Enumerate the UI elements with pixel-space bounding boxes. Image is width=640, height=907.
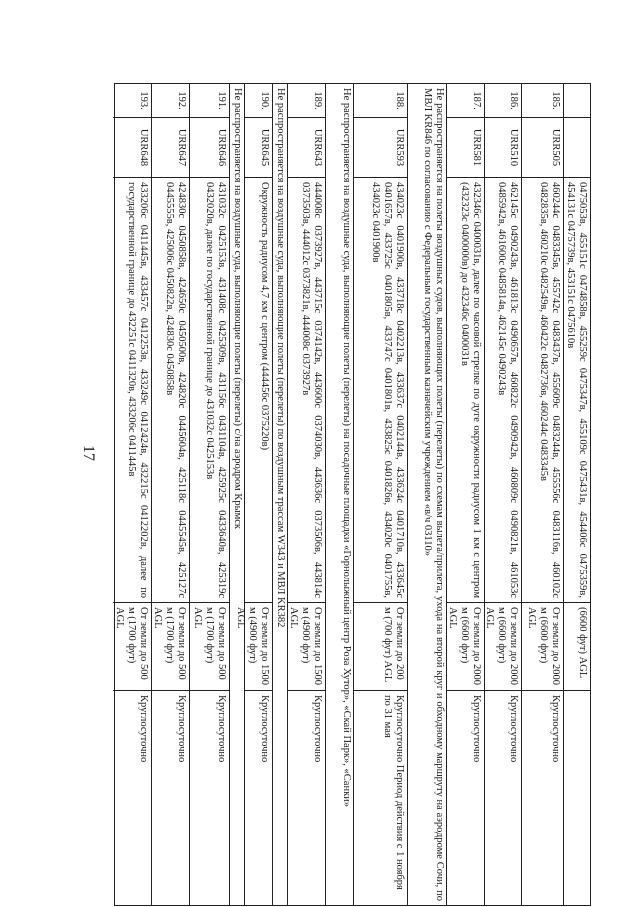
row-number: 192. — [152, 84, 189, 118]
altitude-limits: От земли до 2000 м (6600 фут) AGL — [522, 603, 563, 691]
zone-coordinates: Окружность радиусом 4,7 км с центром (444456с 0375220в) — [245, 178, 272, 603]
row-number — [564, 84, 590, 118]
zone-code: URR643 — [288, 118, 325, 178]
table-row — [151, 84, 189, 905]
table-row — [484, 84, 521, 905]
row-number: 188. — [354, 84, 407, 118]
table-row — [521, 84, 563, 905]
row-number: 185. — [522, 84, 563, 118]
altitude-limits: От земли до 2000 м (6600 фут) AGL — [485, 603, 521, 691]
altitude-limits: От земли до 500 м (1700 фут) AGL — [190, 603, 229, 691]
row-number: 191. — [190, 84, 229, 118]
operating-time: Круглосуточно — [312, 695, 323, 763]
row-number: 186. — [485, 84, 521, 118]
operating-time: Круглосуточно — [176, 695, 187, 763]
table-row — [287, 84, 325, 905]
zone-coordinates: 0475053в, 455151с 0474858в, 455259с 0475347в, 455109с 0475431в, 454406с 0475359в, 454131с 0475739в, 453151с 0475610в — [564, 178, 590, 603]
zone-coordinates: 462145с 0490243в, 461813с 0490657в, 460822с 0490942в, 460809с 0490821в, 461053с 0485942в, 461600с 0485814в, 462145с 0490243в — [485, 178, 521, 603]
operating-time: Круглосуточно — [508, 695, 519, 763]
altitude-limits: От земли до 200 м (700 фут) AGL — [354, 603, 407, 691]
zone-coordinates: 444008с 0373927в, 443715с 0374142в, 443600с 0374030в, 443636с 0373506в, 443814с 0373503в, 444012с 0373821в, 444008с 0373927в — [288, 178, 325, 603]
table-note-row — [272, 84, 287, 905]
zone-code: URR648 — [113, 118, 151, 178]
operating-time: Круглосуточно Период действия с 1 ноября по 31 мая — [382, 695, 405, 890]
altitude-limits: От земли до 500 м (1700 фут) AGL — [152, 603, 189, 691]
operating-time — [564, 691, 590, 907]
table-row — [189, 84, 229, 905]
airspace-restrictions-table — [114, 83, 591, 906]
zone-code: URR581 — [447, 118, 484, 178]
table-row — [113, 84, 151, 905]
operating-time: Круглосуточно — [550, 695, 561, 763]
altitude-limits: (6600 фут) AGL — [564, 603, 590, 691]
row-number: 193. — [113, 84, 151, 118]
row-number: 190. — [245, 84, 272, 118]
operating-time: Круглосуточно — [471, 695, 482, 763]
exemption-note: Не распространяется на полеты воздушных судов, выполняющих полеты (перелеты) по схемам вылета/прилета, ухода на второй круг и обходному маршруту на аэродроме Сочи, по МВЛ KR846 по согласованию с Федеральным государственным казначейским учреждением «в/ч 03110» — [422, 88, 445, 901]
zone-code: URR645 — [245, 118, 272, 178]
zone-coordinates: 431032с 0425153в, 431408с 0425309в, 431156с 0431104в, 425925с 0433640в, 425319с 0432020в, далее по государственной границе до 431032с 0425153в — [190, 178, 229, 603]
zone-code: URR510 — [485, 118, 521, 178]
zone-code: URR593 — [354, 118, 407, 178]
table-row — [446, 84, 484, 905]
page-number — [68, 0, 108, 905]
zone-coordinates: 432346с 0400031в, далее по часовой стрелке по дуге окружности радиусом 1 км с центром (432323с 0400000в) до 432346с 0400031в — [447, 178, 484, 603]
operating-time: Круглосуточно — [216, 695, 227, 763]
altitude-limits: От земли до 1500 м (4900 фут) AGL — [288, 603, 325, 691]
zone-code — [564, 118, 590, 178]
operating-time: Круглосуточно — [259, 695, 270, 763]
table-row — [353, 84, 407, 905]
altitude-limits: От земли до 1500 м (4900 фут) AGL — [245, 603, 272, 691]
zone-coordinates: 424830с 0450858в, 424650с 0450500в, 424820с 0445604в, 425118с 0445545в, 425127с 0445555в, 425006с 0450822в, 424830с 0450858в — [152, 178, 189, 603]
zone-coordinates: 460244с 0483345в, 455742с 0483437в, 455609с 0483244в, 455556с 0483116в, 460102с 0482835в, 460210с 0482549в, 460422с 0482736в, 460244с 0483345в — [522, 178, 563, 603]
operating-time: Круглосуточно — [138, 695, 149, 763]
exemption-note: Не распространяется на воздушные суда, выполняющие полеты (перелеты) на посадочные площадки «Горнолыжный центр Роза Хутор», «Скай Парк», «Санки» — [341, 88, 352, 808]
table-note-row — [229, 84, 244, 905]
zone-coordinates: 433206с 0411445в, 433457с 0412253в, 433249с 0412424в, 432215с 0412202в, далее по государственной границе до 432251с 0411320в, 433206с 0411445в — [113, 178, 151, 603]
table-row — [563, 84, 590, 905]
row-number: 189. — [288, 84, 325, 118]
zone-code: URR505 — [522, 118, 563, 178]
exemption-note: Не распространяется на воздушные суда, выполняющие полеты (перелеты) по воздушным трассам W343 и МВЛ KR382 — [275, 88, 286, 628]
altitude-limits: От земли до 2000 м (6600 фут) AGL — [447, 603, 484, 691]
altitude-limits: От земли до 500 м (1700 фут) AGL — [113, 603, 151, 691]
page-number-text: 17 — [80, 444, 97, 461]
zone-code: URR647 — [152, 118, 189, 178]
row-number: 187. — [447, 84, 484, 118]
exemption-note: Не распространяется на воздушные суда, выполняющие полеты (перелеты) с/на аэродром Крымск — [232, 88, 243, 530]
zone-coordinates: 434023с 0401900в, 433718с 0402213в, 433637с 0402144в, 433624с 0401710в, 433645с 0401657в, 433725с 0401805в, 433747с 0401801в, 433825с 0401826в, 434020с 0401755в, 434023с 0401900в — [354, 178, 407, 603]
zone-code: URR646 — [190, 118, 229, 178]
table-note-row — [325, 84, 353, 905]
table-note-row — [407, 84, 446, 905]
